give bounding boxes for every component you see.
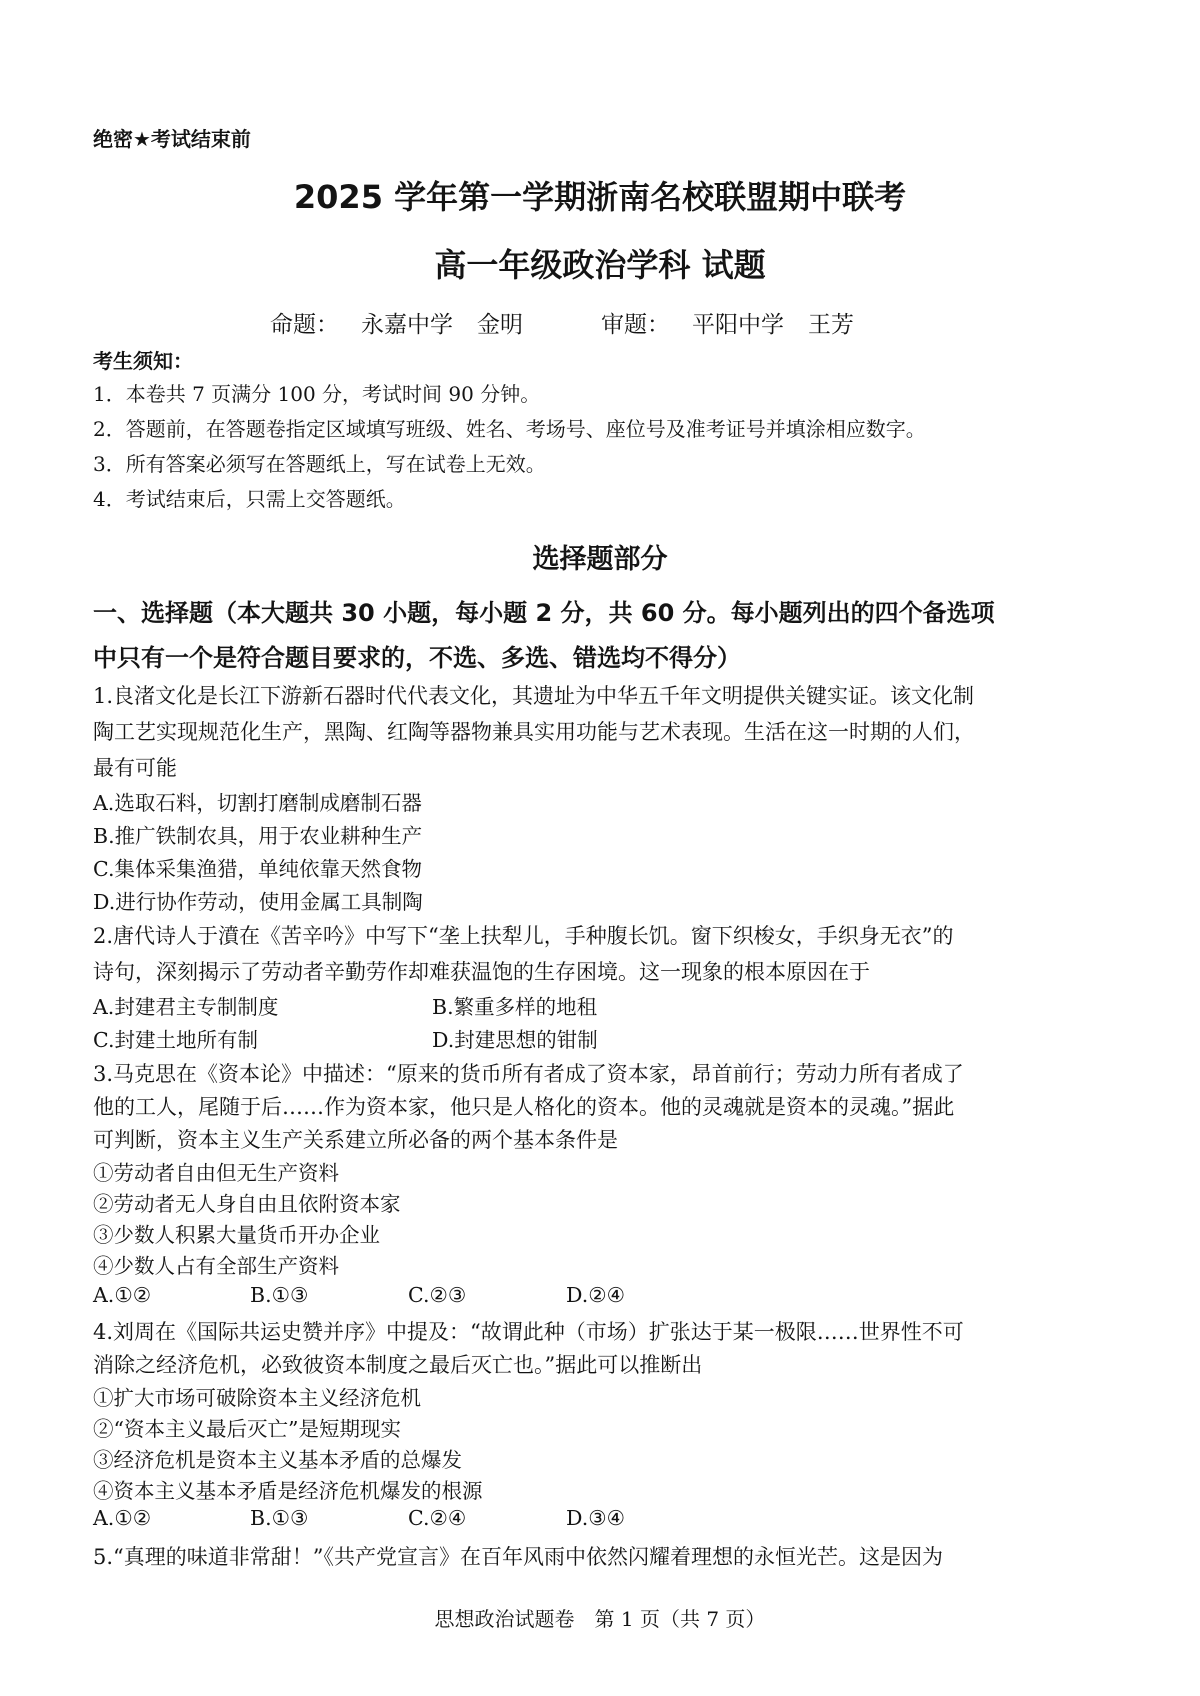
question-4-item: ②“资本主义最后灭亡”是短期现实	[93, 1417, 401, 1441]
question-3-stem: 3.马克思在《资本论》中描述：“原来的货币所有者成了资本家，昂首前行；劳动力所有者成了	[93, 1062, 964, 1086]
part-heading: 一、选择题（本大题共 30 小题，每小题 2 分，共 60 分。每小题列出的四个备选项	[93, 599, 995, 627]
author-school: 永嘉中学	[361, 312, 453, 338]
question-1-option: D.进行协作劳动，使用金属工具制陶	[93, 890, 423, 914]
exam-title: 2025 学年第一学期浙南名校联盟期中联考	[293, 178, 907, 216]
notice-item: 2．答题前，在答题卷指定区域填写班级、姓名、考场号、座位号及准考证号并填涂相应数字。	[93, 417, 926, 441]
question-3-stem: 他的工人，尾随于后……作为资本家，他只是人格化的资本。他的灵魂就是资本的灵魂。”据此	[93, 1095, 955, 1119]
part-heading: 中只有一个是符合题目要求的，不选、多选、错选均不得分）	[93, 644, 741, 672]
question-3-option: B.①③	[250, 1283, 309, 1307]
question-2-option: B.繁重多样的地租	[432, 995, 598, 1019]
notice-item: 4．考试结束后，只需上交答题纸。	[93, 487, 406, 511]
question-3-item: ④少数人占有全部生产资料	[93, 1254, 339, 1278]
question-1-stem: 陶工艺实现规范化生产，黑陶、红陶等器物兼具实用功能与艺术表现。生活在这一时期的人们，	[93, 720, 975, 744]
notice-item: 1．本卷共 7 页满分 100 分，考试时间 90 分钟。	[93, 382, 541, 406]
question-1-option: C.集体采集渔猎，单纯依靠天然食物	[93, 857, 422, 881]
question-5-stem: 5.“真理的味道非常甜！”《共产党宣言》在百年风雨中依然闪耀着理想的永恒光芒。这是因为	[93, 1545, 944, 1569]
page-footer: 思想政治试题卷 第 1 页（共 7 页）	[434, 1607, 766, 1631]
question-4-item: ①扩大市场可破除资本主义经济危机	[93, 1386, 421, 1410]
question-3-item: ③少数人积累大量货币开办企业	[93, 1223, 380, 1247]
author-label: 命题：	[270, 312, 339, 338]
exam-subtitle: 高一年级政治学科 试题	[434, 246, 766, 284]
question-3-option: C.②③	[408, 1283, 467, 1307]
question-4-stem: 消除之经济危机，必致彼资本制度之最后灭亡也。”据此可以推断出	[93, 1353, 703, 1377]
question-2-stem: 诗句，深刻揭示了劳动者辛勤劳作却难获温饱的生存困境。这一现象的根本原因在于	[93, 960, 870, 984]
section-title: 选择题部分	[532, 544, 668, 575]
question-3-option: A.①②	[93, 1283, 152, 1307]
question-1-option: A.选取石料，切割打磨制成磨制石器	[93, 791, 422, 815]
reviewer-school: 平阳中学	[692, 312, 784, 338]
question-3-item: ②劳动者无人身自由且依附资本家	[93, 1192, 401, 1216]
notice-item: 3．所有答案必须写在答题纸上，写在试卷上无效。	[93, 452, 546, 476]
reviewer-label: 审题：	[601, 312, 670, 338]
reviewer-name: 王芳	[808, 312, 854, 338]
question-4-item: ③经济危机是资本主义基本矛盾的总爆发	[93, 1448, 462, 1472]
question-2-option: A.封建君主专制制度	[93, 995, 279, 1019]
question-4-option: C.②④	[408, 1506, 467, 1530]
question-1-stem: 最有可能	[93, 756, 177, 780]
author-line	[270, 306, 854, 339]
author-name: 金明	[477, 312, 523, 338]
question-4-stem: 4.刘周在《国际共运史赞并序》中提及：“故谓此种（市场）扩张达于某一极限……世界性不可	[93, 1320, 964, 1344]
question-2-stem: 2.唐代诗人于濆在《苦辛吟》中写下“垄上扶犁儿，手种腹长饥。窗下织梭女，手织身无衣”的	[93, 924, 954, 948]
question-4-option: B.①③	[250, 1506, 309, 1530]
question-1-stem: 1.良渚文化是长江下游新石器时代代表文化，其遗址为中华五千年文明提供关键实证。该文化制	[93, 684, 975, 708]
question-4-option: D.③④	[566, 1506, 625, 1530]
question-3-stem: 可判断，资本主义生产关系建立所必备的两个基本条件是	[93, 1128, 618, 1152]
question-3-option: D.②④	[566, 1283, 625, 1307]
question-2-option: C.封建土地所有制	[93, 1028, 258, 1052]
question-4-option: A.①②	[93, 1506, 152, 1530]
question-1-option: B.推广铁制农具，用于农业耕种生产	[93, 824, 423, 848]
question-3-item: ①劳动者自由但无生产资料	[93, 1161, 339, 1185]
question-4-item: ④资本主义基本矛盾是经济危机爆发的根源	[93, 1479, 483, 1503]
notice-heading: 考生须知：	[93, 349, 193, 373]
question-2-option: D.封建思想的钳制	[432, 1028, 598, 1052]
confidential-label: 绝密★考试结束前	[93, 127, 251, 151]
